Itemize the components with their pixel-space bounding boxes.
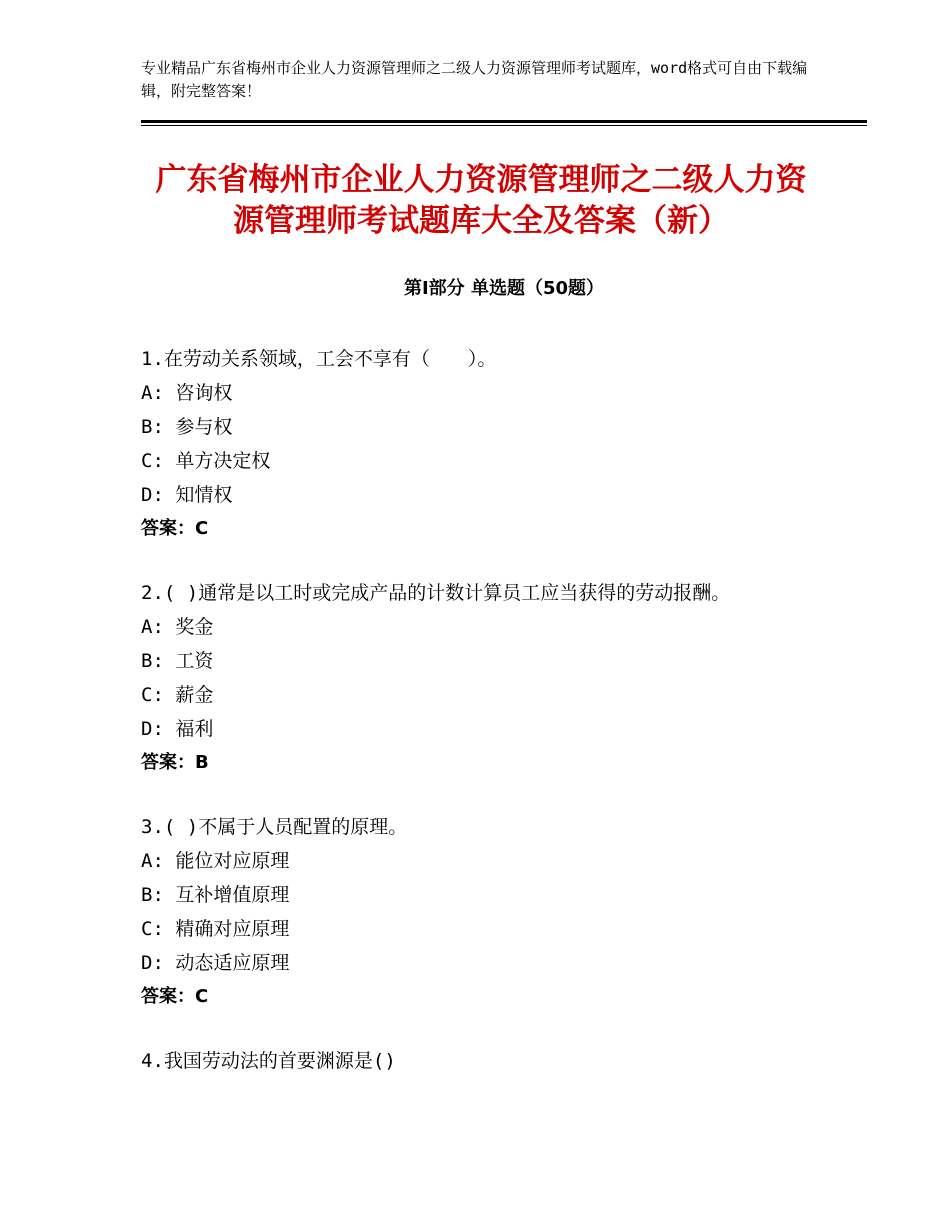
question-2 [141,576,867,780]
option-a: A: 咨询权 [141,382,233,404]
header-rule-thick [141,120,867,123]
option-d: D: 知情权 [141,484,233,506]
option-d: D: 福利 [141,718,214,740]
question-stem: 1.在劳动关系领域，工会不享有（ ）。 [141,348,497,370]
answer: 答案：C [141,986,209,1007]
option-a: A: 能位对应原理 [141,850,290,872]
option-c: C: 单方决定权 [141,450,271,472]
question-list [141,342,867,1108]
answer: 答案：B [141,752,209,773]
document-title: 广东省梅州市企业人力资源管理师之二级人力资源管理师考试题库大全及答案（新） [155,162,807,239]
option-b: B: 互补增值原理 [141,884,290,906]
option-a: A: 奖金 [141,616,214,638]
answer: 答案：C [141,518,209,539]
option-c: C: 精确对应原理 [141,918,290,940]
option-b: B: 参与权 [141,416,233,438]
question-4 [141,1044,867,1078]
option-d: D: 动态适应原理 [141,952,290,974]
question-1 [141,342,867,546]
option-c: C: 薪金 [141,684,214,706]
question-stem: 3.( )不属于人员配置的原理。 [141,816,408,838]
question-3 [141,810,867,1014]
option-b: B: 工资 [141,650,214,672]
question-stem: 4.我国劳动法的首要渊源是() [141,1050,396,1072]
section-heading: 第Ⅰ部分 单选题（50题） [403,278,604,299]
header-rule-thin [141,125,867,126]
header-note: 专业精品广东省梅州市企业人力资源管理师之二级人力资源管理师考试题库，word格式可自由下载编辑，附完整答案！ [141,59,808,100]
question-stem: 2.( )通常是以工时或完成产品的计数计算员工应当获得的劳动报酬。 [141,582,731,604]
